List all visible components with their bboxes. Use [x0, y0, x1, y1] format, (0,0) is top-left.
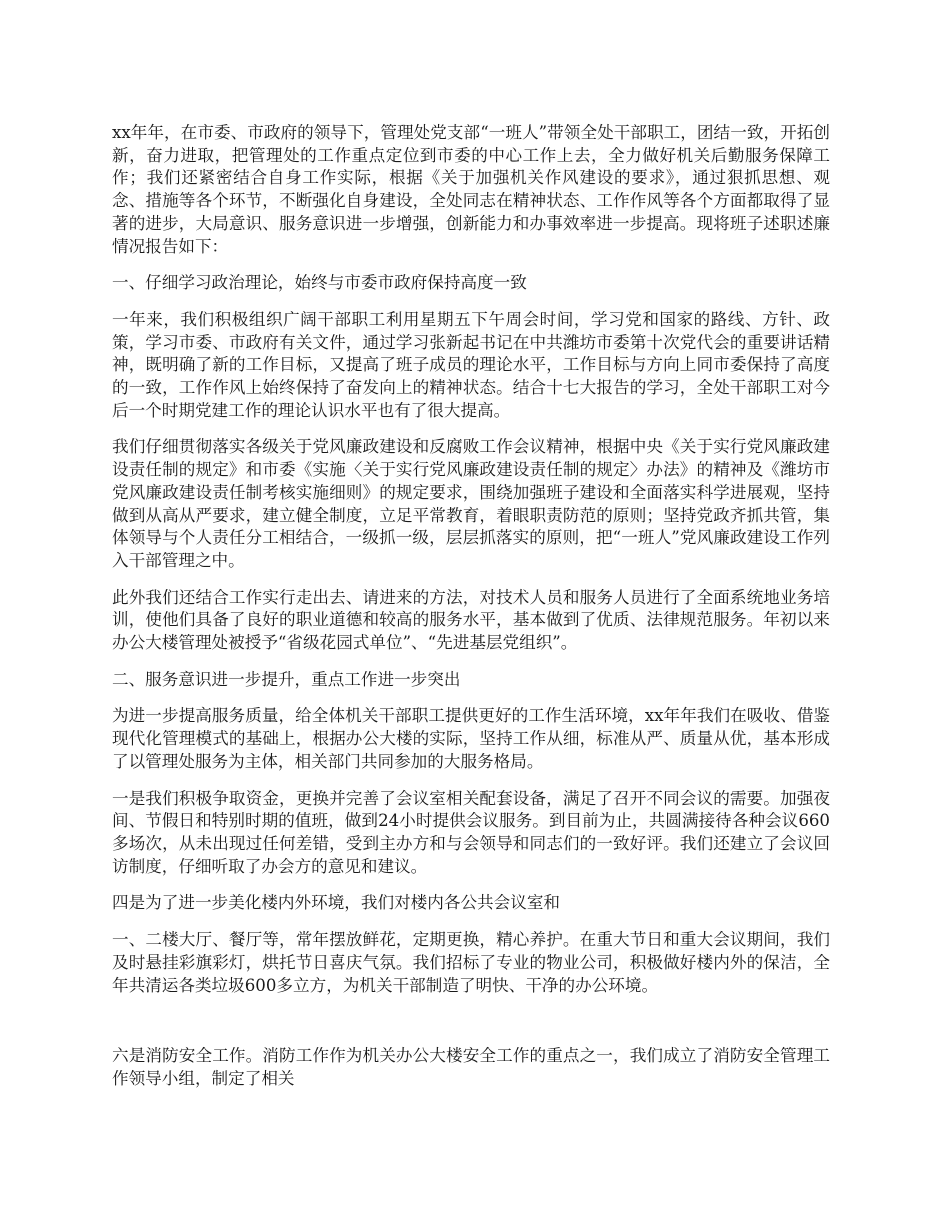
paragraph-service-quality: 为进一步提高服务质量，给全体机关干部职工提供更好的工作生活环境，xx年年我们在吸收、借鉴现代化管理模式的基础上，根据办公大楼的实际，坚持工作从细，标准从严、质量从优，基本形成了以管理处服务为主体，相关部门共同参加的大服务格局。 — [112, 706, 830, 771]
section-heading-2: 二、服务意识进一步提升，重点工作进一步突出 — [112, 669, 461, 689]
paragraph-anti-corruption: 我们仔细贯彻落实各级关于党风廉政建设和反腐败工作会议精神，根据中央《关于实行党风廉政建设责任制的规定》和市委《实施〈关于实行党风廉政建设责任制的规定〉办法》的精神及《潍坊市党风廉政建设责任制考核实施细则》的规定要求，围绕加强班子建设和全面落实科学进展观，坚持做到从高从严要求，建立健全制度，立足平常教育，着眼职责防范的原则；坚持党政齐抓共管，集体领导与个人责任分工相结合，一级抓一级，层层抓落实的原则，把“一班人”党风廉政建设工作列入干部管理之中。 — [112, 437, 830, 570]
paragraph-meetings: 一是我们积极争取资金，更换并完善了会议室相关配套设备，满足了召开不同会议的需要。加强夜间、节假日和特别时期的值班，做到24小时提供会议服务。到目前为止，共圆满接待各种会议660多场次，从未出现过任何差错，受到主办方和与会领导和同志们的一致好评。我们还建立了会议回访制度，仔细听取了办会方的意见和建议。 — [112, 788, 830, 876]
paragraph-environment: 一、二楼大厅、餐厅等，常年摆放鲜花，定期更换，精心养护。在重大节日和重大会议期间，我们及时悬挂彩旗彩灯，烘托节日喜庆气氛。我们招标了专业的物业公司，积极做好楼内外的保洁，全年共清运各类垃圾600多立方，为机关干部制造了明快、干净的办公环境。 — [112, 930, 830, 995]
paragraph-fire-safety: 六是消防安全工作。消防工作作为机关办公大楼安全工作的重点之一，我们成立了消防安全管理工作领导小组，制定了相关 — [112, 1046, 830, 1088]
paragraph-study: 一年来，我们积极组织广阔干部职工利用星期五下午周会时间，学习党和国家的路线、方针、政策，学习市委、市政府有关文件，通过学习张新起书记在中共潍坊市委第十次党代会的重要讲话精神，既明确了新的工作目标，又提高了班子成员的理论水平，工作目标与方向上同市委保持了高度的一致，工作作风上始终保持了奋发向上的精神状态。结合十七大报告的学习，全处干部职工对今后一个时期党建工作的理论认识水平也有了很大提高。 — [112, 309, 830, 420]
section-heading-1: 一、仔细学习政治理论，始终与市委市政府保持高度一致 — [112, 273, 527, 293]
intro-paragraph: xx年年，在市委、市政府的领导下，管理处党支部“一班人”带领全处干部职工，团结一致，开拓创新，奋力进取，把管理处的工作重点定位到市委的中心工作上去，全力做好机关后勤服务保障工作；我们还紧密结合自身工作实际，根据《关于加强机关作风建设的要求》，通过狠抓思想、观念、措施等各个环节，不断强化自身建设，全处同志在精神状态、工作作风等各个方面都取得了显著的进步，大局意识、服务意识进一步增强，创新能力和办事效率进一步提高。现将班子述职述廉情况报告如下： — [112, 123, 830, 256]
paragraph-environment-intro: 四是为了进一步美化楼内外环境，我们对楼内各公共会议室和 — [112, 893, 561, 913]
document-body — [112, 122, 830, 1105]
paragraph-training: 此外我们还结合工作实行走出去、请进来的方法，对技术人员和服务人员进行了全面系统地业务培训，使他们具备了良好的职业道德和较高的服务水平，基本做到了优质、法律规范服务。年初以来办公大楼管理处被授予“省级花园式单位”、“先进基层党组织”。 — [112, 587, 830, 653]
blank-spacer — [112, 1011, 830, 1045]
